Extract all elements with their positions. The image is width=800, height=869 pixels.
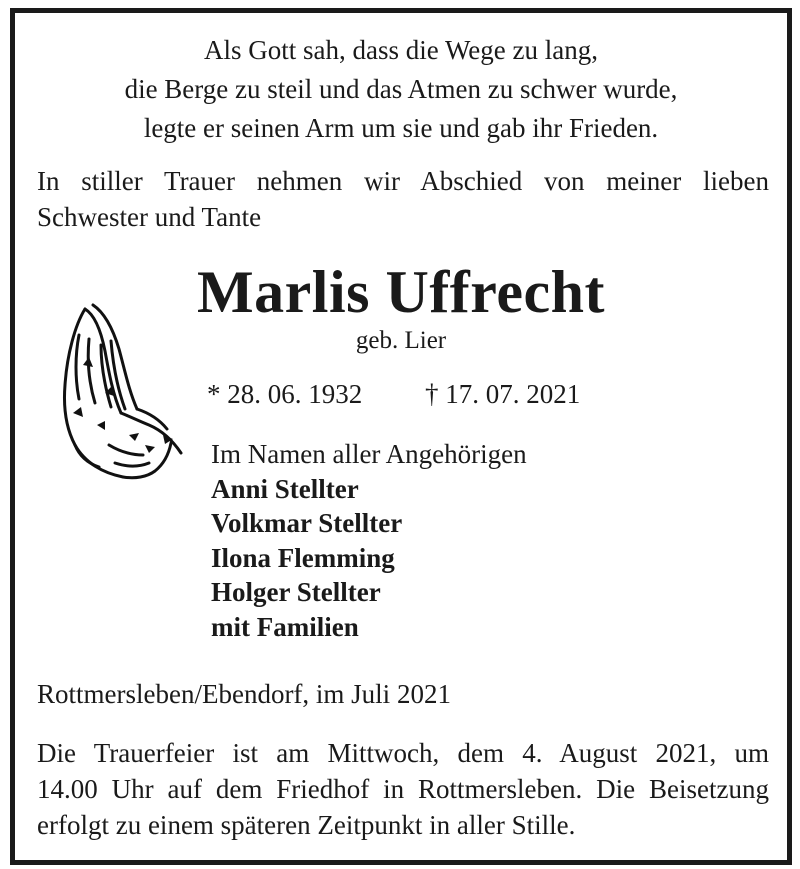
- funeral-service-info: [37, 735, 769, 843]
- poem: [15, 31, 787, 148]
- intro-line: Schwester und Tante: [37, 202, 262, 232]
- mourner-name: Volkmar Stellter: [211, 508, 403, 538]
- mourners-intro: Im Namen aller Angehörigen: [211, 439, 527, 469]
- service-line: 14.00 Uhr auf dem Friedhof in Rottmersleben. Die Beisetzung: [37, 774, 769, 804]
- deceased-name: Marlis Uffrecht: [197, 259, 605, 325]
- mourner-name: Holger Stellter: [211, 577, 381, 607]
- praying-hands-icon: [45, 295, 185, 495]
- mourner-name: Ilona Flemming: [211, 542, 395, 573]
- poem-line: die Berge zu steil und das Atmen zu schwer wurde,: [124, 74, 678, 104]
- birth-date: * 28. 06. 1932: [207, 379, 363, 409]
- intro-line: In stiller Trauer nehmen wir Abschied von meiner lieben: [37, 166, 769, 196]
- birth-name: geb. Lier: [355, 327, 447, 354]
- death-date: † 17. 07. 2021: [425, 379, 581, 409]
- service-line: erfolgt zu einem späteren Zeitpunkt in aller Stille.: [37, 810, 576, 840]
- poem-line: Als Gott sah, dass die Wege zu lang,: [203, 35, 598, 65]
- poem-line: legte er seinen Arm um sie und gab ihr Frieden.: [143, 113, 659, 143]
- mourner-name: mit Familien: [211, 611, 359, 642]
- obituary-notice: [10, 8, 792, 865]
- place-and-date: Rottmersleben/Ebendorf, im Juli 2021: [37, 679, 451, 709]
- mourners-list: [211, 437, 527, 644]
- mourner-name: Anni Stellter: [211, 473, 359, 504]
- intro-text: [37, 163, 769, 235]
- service-line: Die Trauerfeier ist am Mittwoch, dem 4. August 2021, um: [37, 738, 769, 768]
